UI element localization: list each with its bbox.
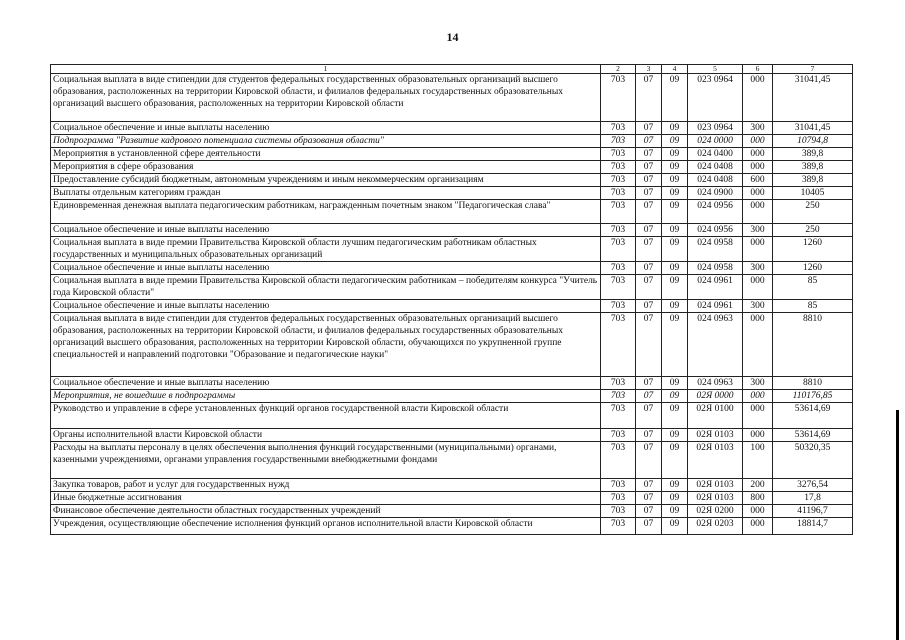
row-name: Руководство и управление в сфере установленных функций органов государственной власти Кировской области (51, 403, 601, 429)
row-name: Предоставление субсидий бюджетным, автономным учреждениям и иным некоммерческим организациям (51, 174, 601, 187)
row-subsection-code: 09 (662, 122, 688, 135)
row-group-code: 703 (601, 300, 636, 313)
row-target-item-code: 02Я 0200 (688, 505, 743, 518)
row-name: Учреждения, осуществляющие обеспечение исполнения функций органов исполнительной власти Кировской области (51, 518, 601, 535)
row-subsection-code: 09 (662, 300, 688, 313)
table-body (51, 65, 853, 535)
row-target-item-code: 023 0964 (688, 122, 743, 135)
row-subsection-code: 09 (662, 224, 688, 237)
row-subsection-code: 09 (662, 390, 688, 403)
row-expense-type-code: 100 (743, 442, 773, 479)
row-name: Социальное обеспечение и иные выплаты населению (51, 300, 601, 313)
table-row (51, 275, 853, 300)
table-row (51, 262, 853, 275)
table-row (51, 200, 853, 224)
row-amount: 10405 (773, 187, 853, 200)
row-target-item-code: 024 0958 (688, 237, 743, 262)
row-section-code: 07 (636, 403, 662, 429)
row-group-code: 703 (601, 313, 636, 377)
row-amount: 50320,35 (773, 442, 853, 479)
row-expense-type-code: 000 (743, 505, 773, 518)
row-name: Социальное обеспечение и иные выплаты населению (51, 122, 601, 135)
row-name: Мероприятия в сфере образования (51, 161, 601, 174)
row-amount: 41196,7 (773, 505, 853, 518)
row-group-code: 703 (601, 161, 636, 174)
row-name: Расходы на выплаты персоналу в целях обеспечения выполнения функций государственными (муниципальными) органами, казенными учреждениями, органами управления государственными внебюджетными фондами (51, 442, 601, 479)
row-name: Финансовое обеспечение деятельности областных государственных учреждений (51, 505, 601, 518)
row-amount: 110176,85 (773, 390, 853, 403)
header-cell: 6 (743, 65, 773, 74)
row-group-code: 703 (601, 442, 636, 479)
row-subsection-code: 09 (662, 135, 688, 148)
table-row (51, 148, 853, 161)
row-name: Закупка товаров, работ и услуг для государственных нужд (51, 479, 601, 492)
row-expense-type-code: 600 (743, 174, 773, 187)
row-amount: 389,8 (773, 148, 853, 161)
row-section-code: 07 (636, 122, 662, 135)
row-amount: 10794,8 (773, 135, 853, 148)
row-group-code: 703 (601, 237, 636, 262)
row-group-code: 703 (601, 377, 636, 390)
row-target-item-code: 024 0400 (688, 148, 743, 161)
row-target-item-code: 024 0956 (688, 224, 743, 237)
row-section-code: 07 (636, 262, 662, 275)
row-amount: 18814,7 (773, 518, 853, 535)
row-subsection-code: 09 (662, 505, 688, 518)
row-section-code: 07 (636, 187, 662, 200)
row-target-item-code: 02Я 0000 (688, 390, 743, 403)
row-amount: 3276,54 (773, 479, 853, 492)
row-amount: 85 (773, 275, 853, 300)
row-subsection-code: 09 (662, 313, 688, 377)
table-row (51, 224, 853, 237)
row-subsection-code: 09 (662, 200, 688, 224)
row-amount: 250 (773, 200, 853, 224)
row-subsection-code: 09 (662, 262, 688, 275)
row-name: Мероприятия в установленной сфере деятельности (51, 148, 601, 161)
table-row (51, 174, 853, 187)
row-expense-type-code: 300 (743, 224, 773, 237)
table-row (51, 390, 853, 403)
row-group-code: 703 (601, 224, 636, 237)
table-row (51, 518, 853, 535)
row-subsection-code: 09 (662, 377, 688, 390)
row-target-item-code: 02Я 0103 (688, 429, 743, 442)
row-group-code: 703 (601, 135, 636, 148)
row-section-code: 07 (636, 135, 662, 148)
table-header-row (51, 65, 853, 74)
row-target-item-code: 024 0963 (688, 377, 743, 390)
row-amount: 389,8 (773, 161, 853, 174)
row-target-item-code: 024 0408 (688, 161, 743, 174)
row-target-item-code: 023 0964 (688, 74, 743, 122)
row-expense-type-code: 000 (743, 275, 773, 300)
row-group-code: 703 (601, 122, 636, 135)
row-expense-type-code: 000 (743, 135, 773, 148)
row-subsection-code: 09 (662, 403, 688, 429)
table-row (51, 377, 853, 390)
row-expense-type-code: 000 (743, 148, 773, 161)
row-expense-type-code: 000 (743, 313, 773, 377)
row-group-code: 703 (601, 479, 636, 492)
row-expense-type-code: 000 (743, 237, 773, 262)
row-amount: 8810 (773, 313, 853, 377)
row-subsection-code: 09 (662, 237, 688, 262)
row-expense-type-code: 300 (743, 300, 773, 313)
row-group-code: 703 (601, 403, 636, 429)
row-amount: 389,8 (773, 174, 853, 187)
row-name: Социальное обеспечение и иные выплаты населению (51, 224, 601, 237)
header-cell: 7 (773, 65, 853, 74)
row-amount: 17,8 (773, 492, 853, 505)
table-row (51, 505, 853, 518)
row-expense-type-code: 200 (743, 479, 773, 492)
row-section-code: 07 (636, 492, 662, 505)
row-subsection-code: 09 (662, 442, 688, 479)
row-target-item-code: 02Я 0103 (688, 442, 743, 479)
header-cell: 3 (636, 65, 662, 74)
row-group-code: 703 (601, 74, 636, 122)
row-amount: 85 (773, 300, 853, 313)
row-name: Социальная выплата в виде стипендии для студентов федеральных государственных образовательных организаций высшего образования, расположенных на территории Кировской области, и филиалов федеральных государственных образовательных организаций высшего образования, расположенных на территории Кировской области, обучающихся по укрупненной группе специальностей и направлений подготовки "Образование и педагогические науки" (51, 313, 601, 377)
row-section-code: 07 (636, 161, 662, 174)
row-amount: 8810 (773, 377, 853, 390)
row-subsection-code: 09 (662, 174, 688, 187)
row-expense-type-code: 000 (743, 161, 773, 174)
row-expense-type-code: 000 (743, 518, 773, 535)
row-target-item-code: 02Я 0103 (688, 492, 743, 505)
row-section-code: 07 (636, 442, 662, 479)
table-row (51, 403, 853, 429)
row-name: Подпрограмма "Развитие кадрового потенциала системы образования области" (51, 135, 601, 148)
row-target-item-code: 024 0900 (688, 187, 743, 200)
row-group-code: 703 (601, 390, 636, 403)
row-expense-type-code: 800 (743, 492, 773, 505)
row-section-code: 07 (636, 300, 662, 313)
row-amount: 1260 (773, 262, 853, 275)
row-group-code: 703 (601, 200, 636, 224)
table-row (51, 442, 853, 479)
row-section-code: 07 (636, 313, 662, 377)
row-group-code: 703 (601, 275, 636, 300)
header-cell: 1 (51, 65, 601, 74)
row-expense-type-code: 000 (743, 74, 773, 122)
row-subsection-code: 09 (662, 187, 688, 200)
table-row (51, 74, 853, 122)
row-amount: 31041,45 (773, 122, 853, 135)
row-name: Социальная выплата в виде стипендии для студентов федеральных государственных образовательных организаций высшего образования, расположенных на территории Кировской области, и филиалов федеральных государственных образовательных организаций высшего образования, расположенных на территории Кировской области (51, 74, 601, 122)
table-row (51, 161, 853, 174)
row-group-code: 703 (601, 505, 636, 518)
row-amount: 1260 (773, 237, 853, 262)
row-section-code: 07 (636, 377, 662, 390)
row-target-item-code: 02Я 0203 (688, 518, 743, 535)
row-subsection-code: 09 (662, 275, 688, 300)
row-name: Социальная выплата в виде премии Правительства Кировской области лучшим педагогическим работникам областных государственных и муниципальных образовательных организаций (51, 237, 601, 262)
row-target-item-code: 024 0000 (688, 135, 743, 148)
table-row (51, 479, 853, 492)
row-amount: 31041,45 (773, 74, 853, 122)
table-row (51, 429, 853, 442)
table-row (51, 313, 853, 377)
scan-edge-line (896, 410, 899, 640)
row-name: Социальное обеспечение и иные выплаты населению (51, 377, 601, 390)
header-cell: 4 (662, 65, 688, 74)
row-expense-type-code: 000 (743, 200, 773, 224)
row-target-item-code: 024 0961 (688, 275, 743, 300)
row-name: Органы исполнительной власти Кировской области (51, 429, 601, 442)
row-group-code: 703 (601, 174, 636, 187)
row-subsection-code: 09 (662, 479, 688, 492)
row-expense-type-code: 000 (743, 429, 773, 442)
table-row (51, 237, 853, 262)
row-name: Выплаты отдельным категориям граждан (51, 187, 601, 200)
row-expense-type-code: 300 (743, 122, 773, 135)
row-target-item-code: 024 0408 (688, 174, 743, 187)
row-section-code: 07 (636, 505, 662, 518)
row-group-code: 703 (601, 148, 636, 161)
row-amount: 53614,69 (773, 403, 853, 429)
page-number: 14 (446, 30, 459, 44)
table-row (51, 300, 853, 313)
header-cell: 5 (688, 65, 743, 74)
row-section-code: 07 (636, 74, 662, 122)
row-name: Иные бюджетные ассигнования (51, 492, 601, 505)
row-section-code: 07 (636, 148, 662, 161)
row-section-code: 07 (636, 224, 662, 237)
row-group-code: 703 (601, 492, 636, 505)
row-group-code: 703 (601, 518, 636, 535)
row-subsection-code: 09 (662, 161, 688, 174)
row-expense-type-code: 300 (743, 377, 773, 390)
row-name: Мероприятия, не вошедшие в подпрограммы (51, 390, 601, 403)
row-section-code: 07 (636, 200, 662, 224)
row-subsection-code: 09 (662, 148, 688, 161)
row-group-code: 703 (601, 429, 636, 442)
table-row (51, 187, 853, 200)
row-name: Единовременная денежная выплата педагогическим работникам, награжденным почетным знаком "Педагогическая слава" (51, 200, 601, 224)
row-target-item-code: 02Я 0100 (688, 403, 743, 429)
row-target-item-code: 024 0956 (688, 200, 743, 224)
row-section-code: 07 (636, 237, 662, 262)
row-section-code: 07 (636, 479, 662, 492)
row-expense-type-code: 000 (743, 403, 773, 429)
row-expense-type-code: 300 (743, 262, 773, 275)
row-name: Социальная выплата в виде премии Правительства Кировской области педагогическим работникам – победителям конкурса "Учитель года Кировской области" (51, 275, 601, 300)
table-row (51, 135, 853, 148)
row-section-code: 07 (636, 275, 662, 300)
row-subsection-code: 09 (662, 74, 688, 122)
row-target-item-code: 02Я 0103 (688, 479, 743, 492)
row-group-code: 703 (601, 262, 636, 275)
budget-table (50, 64, 853, 535)
row-subsection-code: 09 (662, 492, 688, 505)
row-subsection-code: 09 (662, 518, 688, 535)
header-cell: 2 (601, 65, 636, 74)
row-section-code: 07 (636, 518, 662, 535)
row-section-code: 07 (636, 174, 662, 187)
row-target-item-code: 024 0963 (688, 313, 743, 377)
row-name: Социальное обеспечение и иные выплаты населению (51, 262, 601, 275)
table-row (51, 122, 853, 135)
row-expense-type-code: 000 (743, 187, 773, 200)
table-row (51, 492, 853, 505)
row-section-code: 07 (636, 390, 662, 403)
row-target-item-code: 024 0961 (688, 300, 743, 313)
row-subsection-code: 09 (662, 429, 688, 442)
row-target-item-code: 024 0958 (688, 262, 743, 275)
row-group-code: 703 (601, 187, 636, 200)
row-expense-type-code: 000 (743, 390, 773, 403)
row-amount: 53614,69 (773, 429, 853, 442)
row-amount: 250 (773, 224, 853, 237)
row-section-code: 07 (636, 429, 662, 442)
